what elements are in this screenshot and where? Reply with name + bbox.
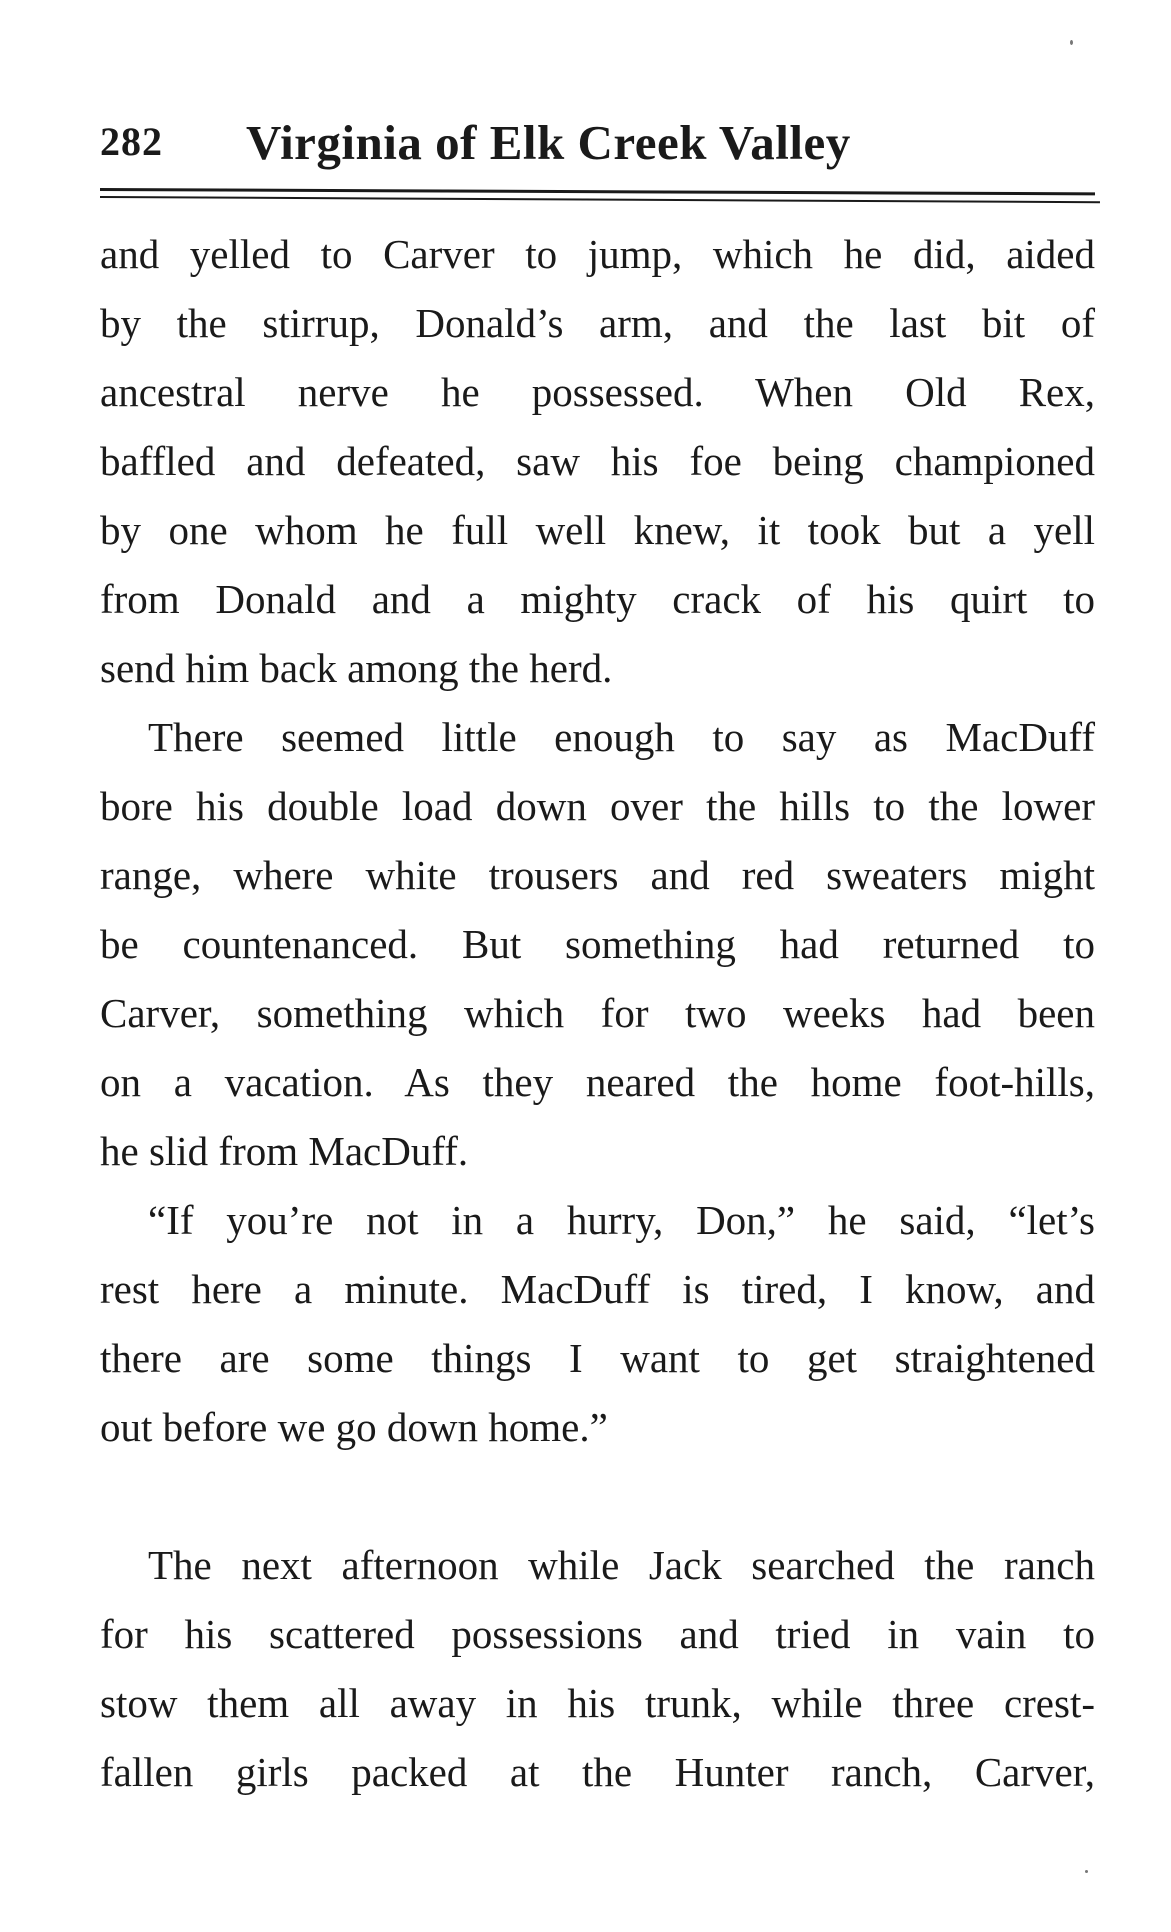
text-line: by one whom he full well knew, it took but a yell [100, 507, 1095, 553]
text-line: ancestral nerve he possessed. When Old Rex, [100, 369, 1095, 415]
text-line: and yelled to Carver to jump, which he did, aided [100, 231, 1095, 277]
text-line: by the stirrup, Donald’s arm, and the last bit of [100, 300, 1095, 346]
text-line: bore his double load down over the hills to the lower [100, 783, 1095, 829]
body-text [100, 220, 1095, 1807]
running-title: Virginia of Elk Creek Valley [246, 115, 851, 170]
text-line: “If you’re not in a hurry, Don,” he said, “let’s [148, 1197, 1095, 1243]
text-line: out before we go down home.” [100, 1404, 608, 1450]
text-line: fallen girls packed at the Hunter ranch, Carver, [100, 1749, 1095, 1795]
text-line: rest here a minute. MacDuff is tired, I know, and [100, 1266, 1095, 1312]
paper-speck [1085, 1870, 1088, 1873]
section-break [100, 1462, 1095, 1531]
text-line: be countenanced. But something had returned to [100, 921, 1095, 967]
text-line: Carver, something which for two weeks had been [100, 990, 1095, 1036]
text-line: send him back among the herd. [100, 645, 613, 691]
text-line: stow them all away in his trunk, while three crest- [100, 1680, 1095, 1726]
text-line: from Donald and a mighty crack of his quirt to [100, 576, 1095, 622]
text-line: on a vacation. As they neared the home foot-hills, [100, 1059, 1095, 1105]
text-line: for his scattered possessions and tried in vain to [100, 1611, 1095, 1657]
page-header [100, 115, 1100, 178]
text-line: range, where white trousers and red sweaters might [100, 852, 1095, 898]
header-rule-top [100, 188, 1095, 195]
text-line: The next afternoon while Jack searched the ranch [148, 1542, 1095, 1588]
page-number: 282 [100, 119, 163, 164]
text-line: he slid from MacDuff. [100, 1128, 469, 1174]
text-line: there are some things I want to get straightened [100, 1335, 1095, 1381]
text-line: There seemed little enough to say as MacDuff [148, 714, 1095, 760]
header-rule-bottom [100, 196, 1100, 203]
paper-speck [1070, 40, 1073, 45]
text-line: baffled and defeated, saw his foe being championed [100, 438, 1095, 484]
